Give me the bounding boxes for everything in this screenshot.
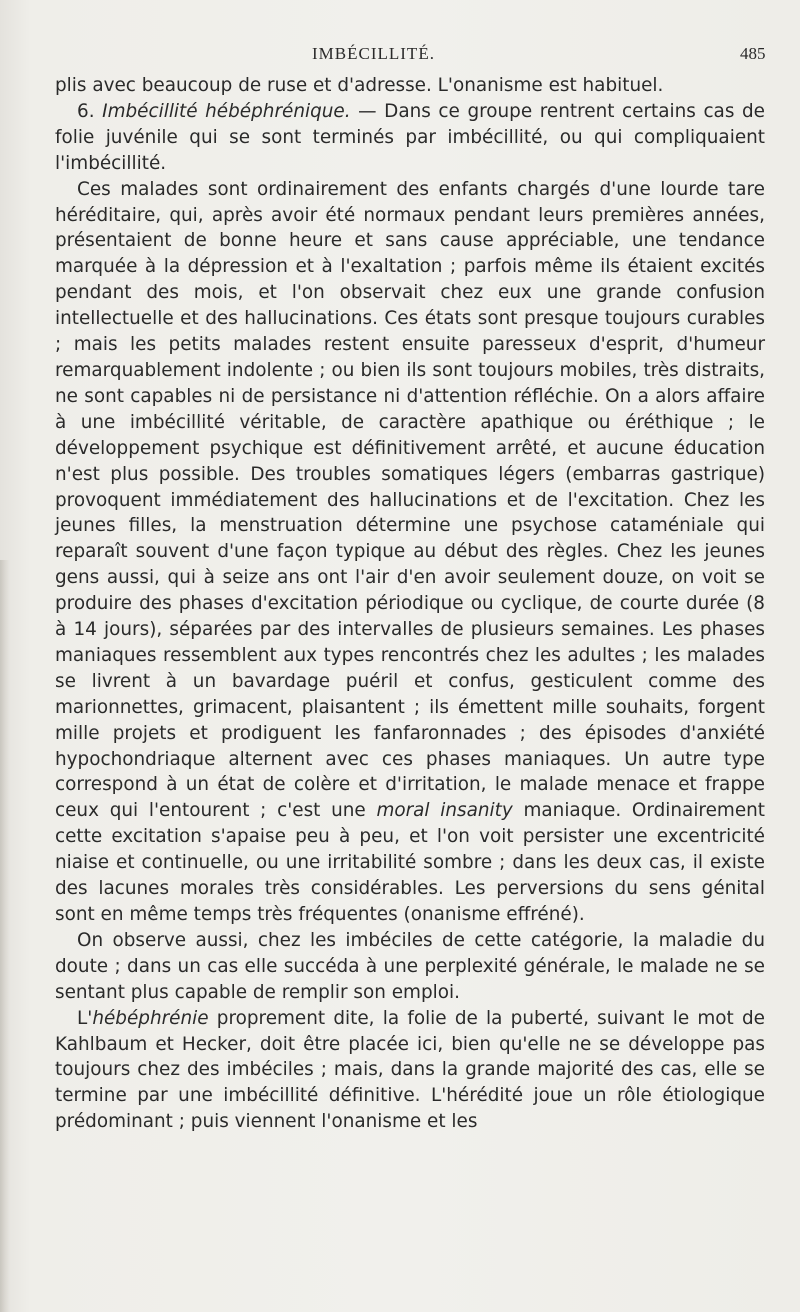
section-number: 6. — [77, 100, 103, 122]
section-6-paragraph — [55, 99, 765, 177]
paragraph-text: plis avec beaucoup de ruse et d'adresse. L'onanisme est habituel. — [55, 75, 664, 96]
page-header — [0, 44, 800, 74]
article: L' — [77, 1007, 93, 1029]
paragraph-text: proprement dite, la folie de la puberté, suivant le mot de Kahlbaum et Hecker, doit être placée ici, bien qu'elle ne se développe pas toujours chez des imbéciles ; mais, dans la grande majorité des cas, elle se termine par une imbécillité définitive. L'hérédité joue un rôle étiologique prédominant ; puis viennent l'onanisme et les — [55, 1007, 765, 1133]
paragraph-doubt — [55, 928, 765, 1006]
paragraph-hebephrenia — [55, 1006, 765, 1136]
body-text — [55, 73, 765, 1135]
running-title: IMBÉCILLITÉ. — [312, 44, 435, 63]
paragraph-text: Ces malades sont ordinairement des enfants chargés d'une lourde tare héréditaire, qui, après avoir été normaux pendant leurs premières années, présentaient de bonne heure et sans cause appréciable, une tendance marquée à la dépression et à l'exaltation ; parfois même ils étaient excités pendant des mois, et l'on observait chez eux une grande confusion intellectuelle et des hallucinations. Ces états sont presque toujours curables ; mais les petits malades restent ensuite paresseux d'esprit, d'humeur remarquablement indolente ; ou bien ils sont toujours mobiles, très distraits, ne sont capables ni de persistance ni d'attention réfléchie. On a alors affaire à une imbécillité véritable, de caractère apathique ou éréthique ; le développement psychique est définitivement arrêté, et aucune éducation n'est plus possible. Des troubles somatiques légers (embarras gastrique) provoquent immédiatement des hallucinations et de l'excitation. Chez les jeunes filles, la menstruation détermine une psychose cataméniale qui reparaît souvent d'une façon typique au début des règles. Chez les jeunes gens aussi, qui à seize ans ont l'air d'en avoir seulement douze, on voit se produire des phases d'excitation périodique ou cyclique, de courte durée (8 à 14 jours), séparées par des intervalles de plusieurs semaines. Les phases maniaques ressemblent aux types rencontrés chez les adultes ; les malades se livrent à un bavardage puéril et confus, gesticulent comme des marionnettes, grimacent, plaisantent ; ils émettent mille souhaits, forgent mille projets et prodiguent les fanfaronnades ; des épisodes d'anxiété hypochondriaque alternent avec ces phases maniaques. Un autre type correspond à un état de colère et d'irritation, le malade menace et frappe ceux qui l'entourent ; c'est une — [55, 178, 765, 822]
paragraph-continuation — [55, 73, 765, 99]
term-hebephrenie: hébéphrénie — [92, 1007, 209, 1029]
section-heading: Imbécillité hébéphrénique. — [102, 100, 351, 122]
paragraph-text: — Dans ce groupe rentrent certains cas de folie juvénile qui se sont terminés par imbécillité, ou qui compliquaient l'imbécillité. — [55, 100, 765, 174]
term-moral-insanity: moral insanity — [376, 800, 513, 822]
page-gutter-shadow — [0, 560, 10, 1312]
paragraph-text: maniaque. Ordinairement cette excitation s'apaise peu à peu, et l'on voit persister une excentricité niaise et continuelle, ou une irritabilité sombre ; dans les deux cas, il existe des lacunes morales très considérables. Les perversions du sens génital sont en même temps très fréquentes (onanisme effréné). — [55, 800, 766, 925]
paragraph-description — [55, 177, 765, 928]
paragraph-text: On observe aussi, chez les imbéciles de cette catégorie, la maladie du doute ; dans un cas elle succéda à une perplexité générale, le malade ne se sentant plus capable de remplir son emploi. — [55, 929, 765, 1003]
page-number: 485 — [740, 44, 766, 63]
